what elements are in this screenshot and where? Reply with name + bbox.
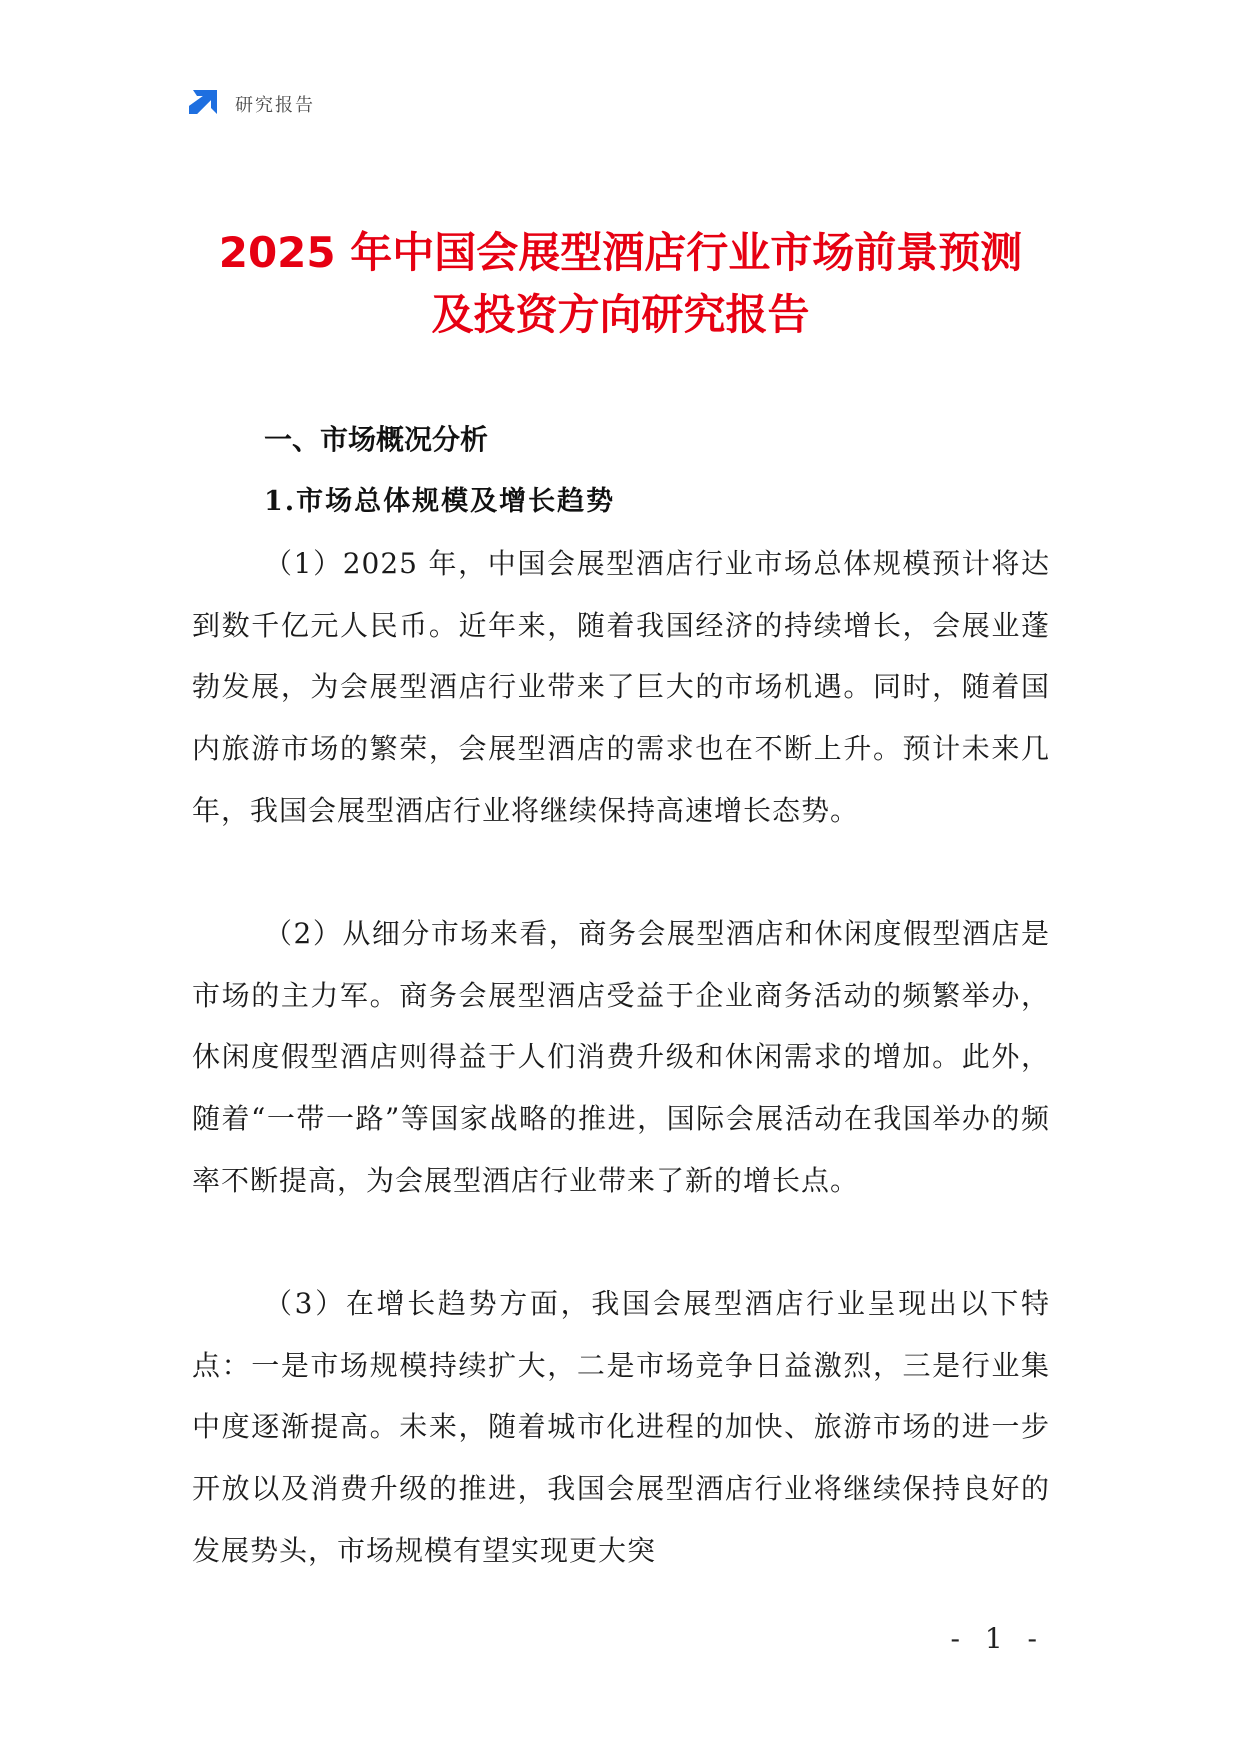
page-number: - 1 - <box>950 1622 1045 1655</box>
document-title-line-2: 及投资方向研究报告 <box>431 290 810 339</box>
body-paragraph: （2）从细分市场来看，商务会展型酒店和休闲度假型酒店是市场的主力军。商务会展型酒店受益于企业商务活动的频繁举办，休闲度假型酒店则得益于人们消费升级和休闲需求的增加。此外，随着“一带一路”等国家战略的推进，国际会展活动在我国举办的频率不断提高，为会展型酒店行业带来了新的增长点。 <box>192 917 1050 1197</box>
page-header <box>185 86 315 122</box>
body-paragraph: （1）2025 年，中国会展型酒店行业市场总体规模预计将达到数千亿元人民币。近年来，随着我国经济的持续增长，会展业蓬勃发展，为会展型酒店行业带来了巨大的市场机遇。同时，随着国内旅游市场的繁荣，会展型酒店的需求也在不断上升。预计未来几年，我国会展型酒店行业将继续保持高速增长态势。 <box>192 547 1050 827</box>
header-label: 研究报告 <box>235 95 315 116</box>
body-paragraph: （3）在增长趋势方面，我国会展型酒店行业呈现出以下特点：一是市场规模持续扩大，二是市场竞争日益激烈，三是行业集中度逐渐提高。未来，随着城市化进程的加快、旅游市场的进一步开放以及消费升级的推进，我国会展型酒店行业将继续保持良好的发展势头，市场规模有望实现更大突 <box>192 1287 1050 1567</box>
section-heading: 一、市场概况分析 <box>264 423 489 456</box>
arrow-up-right-icon <box>185 86 221 122</box>
document-title-line-1: 2025 年中国会展型酒店行业市场前景预测 <box>218 228 1023 277</box>
sub-heading: 1.市场总体规模及增长趋势 <box>264 486 616 517</box>
